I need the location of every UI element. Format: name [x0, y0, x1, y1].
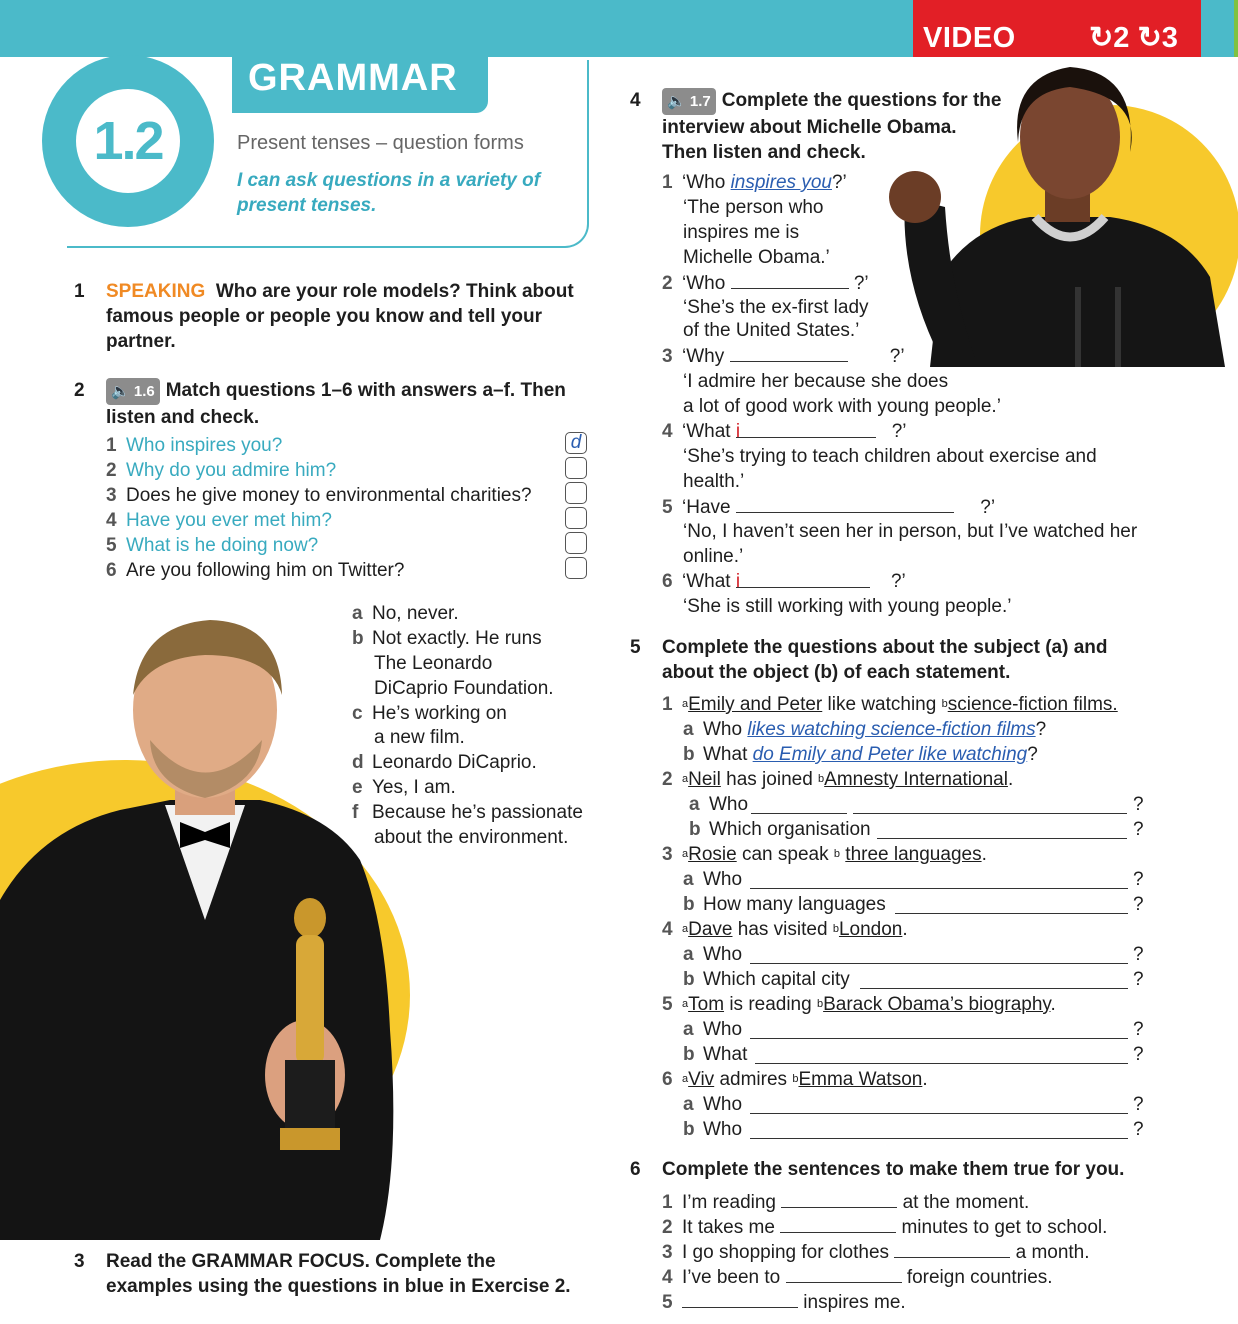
ex6-blank[interactable] — [682, 1289, 798, 1308]
ex5-question-b: b How many languages — [683, 894, 886, 915]
ex5-blank[interactable] — [750, 1095, 1128, 1114]
ex4-answer: health.’ — [683, 471, 745, 492]
handwritten-mark: i — [735, 421, 741, 442]
audio-track-badge[interactable] — [106, 378, 160, 405]
ex4-answer: ‘No, I haven’t seen her in person, but I’ve watched her — [683, 521, 1138, 542]
ex5-question-b: b What — [683, 1044, 748, 1065]
question-mark: ? — [1133, 819, 1144, 840]
ex4-instruction — [662, 88, 1007, 165]
ex4-blank-2[interactable] — [731, 270, 849, 289]
ex6-item: 2 It takes me minutes to get to school. — [662, 1214, 1107, 1240]
ex5-blank[interactable] — [750, 1020, 1128, 1039]
ex6-instruction: Complete the sentences to make them true for you. — [662, 1159, 1125, 1180]
ex5-question-a: a Who — [689, 794, 749, 815]
leonardo-dicaprio-photo — [0, 600, 420, 1240]
ex4-item: 5 ‘Have ?’ — [662, 494, 995, 520]
lesson-number: 1.2 — [93, 111, 163, 171]
ex5-question-a: a Who — [683, 1094, 743, 1115]
ex4-answer: a lot of good work with young people.’ — [683, 396, 1001, 417]
ex5-blank[interactable] — [750, 1120, 1128, 1139]
page-subtitle: Present tenses – question forms — [237, 132, 524, 154]
audio-track-number: 1.6 — [133, 383, 155, 400]
page-title: GRAMMAR — [248, 57, 458, 99]
ex5-statement: 5 $^a$Tom is reading $^b$Barack Obama’s biography. — [662, 994, 1056, 1015]
ex3-number: 3 — [74, 1251, 85, 1272]
ex5-blank[interactable] — [895, 895, 1128, 914]
ex2-question: 2 Why do you admire him? — [106, 460, 337, 481]
ex4-item: 6 ‘What i ?’ — [662, 571, 906, 592]
handwritten-answer: likes watching science-fiction films — [747, 719, 1036, 740]
ex4-answer: of the United States.’ — [683, 320, 860, 341]
ex6-item: 5 inspires me. — [662, 1289, 906, 1315]
speaker-icon: 🔈 — [111, 383, 130, 400]
ex2-answer: e Yes, I am. — [352, 777, 456, 798]
ex4-answer: ‘The person who — [683, 197, 824, 218]
ex2-answer: f Because he’s passionate — [352, 802, 583, 823]
ex5-blank[interactable] — [860, 970, 1128, 989]
question-mark: ? — [1133, 794, 1144, 815]
answer-box-4[interactable] — [565, 507, 587, 529]
ex5-question-b: b Who — [683, 1119, 743, 1140]
ex2-question: 3 Does he give money to environmental charities? — [106, 485, 532, 506]
ex5-statement: 2 $^a$Neil has joined $^b$Amnesty International. — [662, 769, 1014, 790]
ex4-answer: Michelle Obama.’ — [683, 247, 830, 268]
ex5-question-b: b Which organisation — [689, 819, 871, 840]
answer-box-2[interactable] — [565, 457, 587, 479]
answer-box-5[interactable] — [565, 532, 587, 554]
ex2-question: 4 Have you ever met him? — [106, 510, 332, 531]
ex6-item: 1 I’m reading at the moment. — [662, 1189, 1029, 1215]
ex5-instruction: Complete the questions about the subject (a) and about the object (b) of each statement. — [662, 637, 1108, 683]
ex6-blank[interactable] — [894, 1239, 1010, 1258]
ex6-blank[interactable] — [780, 1214, 896, 1233]
ex2-answer-cont: about the environment. — [374, 827, 569, 848]
ex5-question-a: a Who — [683, 1019, 743, 1040]
ex4-item: 1 ‘Who inspires you?’ — [662, 172, 847, 193]
ex4-blank-3[interactable] — [730, 343, 848, 362]
question-mark: ? — [1133, 969, 1144, 990]
ex4-answer: inspires me is — [683, 222, 800, 243]
ex1-text: Who are your role models? Think about famous people or people you know and tell your partner. — [106, 281, 574, 352]
answer-box-6[interactable] — [565, 557, 587, 579]
question-mark: ? — [1133, 1019, 1144, 1040]
ex5-number: 5 — [630, 637, 641, 658]
ex5-blank[interactable] — [853, 795, 1127, 814]
video-label: VIDEO — [923, 22, 1016, 54]
speaker-icon: 🔈 — [667, 93, 686, 110]
ex2-text: Match questions 1–6 with answers a–f. Then listen and check. — [106, 380, 566, 428]
ex1-instruction — [106, 279, 586, 354]
question-mark: ? — [1133, 1044, 1144, 1065]
answer-box-1[interactable] — [565, 432, 587, 454]
ex5-blank[interactable] — [751, 795, 847, 814]
ex4-item: 2 ‘Who ?’ — [662, 270, 869, 296]
ex6-blank[interactable] — [786, 1264, 902, 1283]
question-mark: ? — [1133, 894, 1144, 915]
page-edge-stripe — [1234, 0, 1238, 57]
ex5-blank[interactable] — [750, 870, 1128, 889]
ex3-instruction: Read the GRAMMAR FOCUS. Complete the examples using the questions in blue in Exercise 2. — [106, 1251, 571, 1297]
ex4-answer: ‘I admire her because she does — [683, 371, 949, 392]
ex6-item: 3 I go shopping for clothes a month. — [662, 1239, 1090, 1265]
ex4-item: 4 ‘What i ?’ — [662, 421, 907, 442]
audio-track-badge[interactable] — [662, 88, 716, 115]
ex2-answer-cont: The Leonardo — [374, 653, 493, 674]
handwritten-answer: inspires you — [730, 172, 832, 193]
video-banner[interactable] — [913, 0, 1201, 57]
ex6-item: 4 I’ve been to foreign countries. — [662, 1264, 1053, 1290]
learning-objective: I can ask questions in a variety of present tenses. — [237, 170, 541, 216]
handwritten-mark: i — [735, 571, 741, 592]
ex2-question: 1 Who inspires you? — [106, 435, 283, 456]
ex1-number: 1 — [74, 281, 85, 302]
speaking-label: SPEAKING — [106, 281, 206, 302]
ex5-statement: 4 $^a$Dave has visited $^b$London. — [662, 919, 908, 940]
question-mark: ? — [1133, 1119, 1144, 1140]
ex5-blank[interactable] — [755, 1045, 1128, 1064]
ex5-question-b: b What do Emily and Peter like watching? — [683, 744, 1038, 765]
ex5-question-a: a Who likes watching science-fiction films? — [683, 719, 1047, 740]
ex4-text: Complete the questions for the interview about Michelle Obama. Then listen and check. — [662, 90, 1002, 163]
ex4-answer: online.’ — [683, 546, 744, 567]
ex6-blank[interactable] — [781, 1189, 897, 1208]
question-mark: ? — [1133, 1094, 1144, 1115]
video-numbers: ↻2 ↻3 — [1089, 22, 1178, 54]
ex5-statement: 6 $^a$Viv admires $^b$Emma Watson. — [662, 1069, 928, 1090]
handwritten-answer: do Emily and Peter like watching — [752, 744, 1028, 765]
ex2-answer: b Not exactly. He runs — [352, 628, 542, 649]
ex2-answer: d Leonardo DiCaprio. — [352, 752, 537, 773]
ex5-question-a: a Who — [683, 944, 743, 965]
ex2-answer: c He’s working on — [352, 703, 507, 724]
ex5-question-b: b Which capital city — [683, 969, 850, 990]
ex5-statement: 1 $^a$Emily and Peter like watching $^b$science-fiction films. — [662, 694, 1118, 715]
answer-box-1-value: d — [570, 432, 582, 453]
ex4-answer: ‘She is still working with young people.’ — [683, 596, 1012, 617]
ex2-question: 5 What is he doing now? — [106, 535, 319, 556]
ex4-answer: ‘She’s trying to teach children about exercise and — [683, 446, 1097, 467]
ex6-number: 6 — [630, 1159, 641, 1180]
ex4-answer: ‘She’s the ex-first lady — [683, 297, 869, 318]
ex4-item: 3 ‘Why ?’ — [662, 343, 905, 369]
ex2-answer-cont: DiCaprio Foundation. — [374, 678, 554, 699]
answer-box-3[interactable] — [565, 482, 587, 504]
ex5-question-a: a Who — [683, 869, 743, 890]
ex4-number: 4 — [630, 90, 641, 111]
ex5-statement: 3 $^a$Rosie can speak $^b$ three languages. — [662, 844, 987, 865]
question-mark: ? — [1133, 944, 1144, 965]
ex2-instruction — [106, 378, 586, 430]
question-mark: ? — [1133, 869, 1144, 890]
ex2-number: 2 — [74, 380, 85, 401]
ex4-blank-5[interactable] — [736, 494, 954, 513]
ex5-blank[interactable] — [750, 945, 1128, 964]
ex5-blank[interactable] — [877, 820, 1127, 839]
ex2-answer-cont: a new film. — [374, 727, 465, 748]
audio-track-number: 1.7 — [689, 93, 711, 110]
ex2-answer: a No, never. — [352, 603, 459, 624]
ex2-question: 6 Are you following him on Twitter? — [106, 560, 405, 581]
